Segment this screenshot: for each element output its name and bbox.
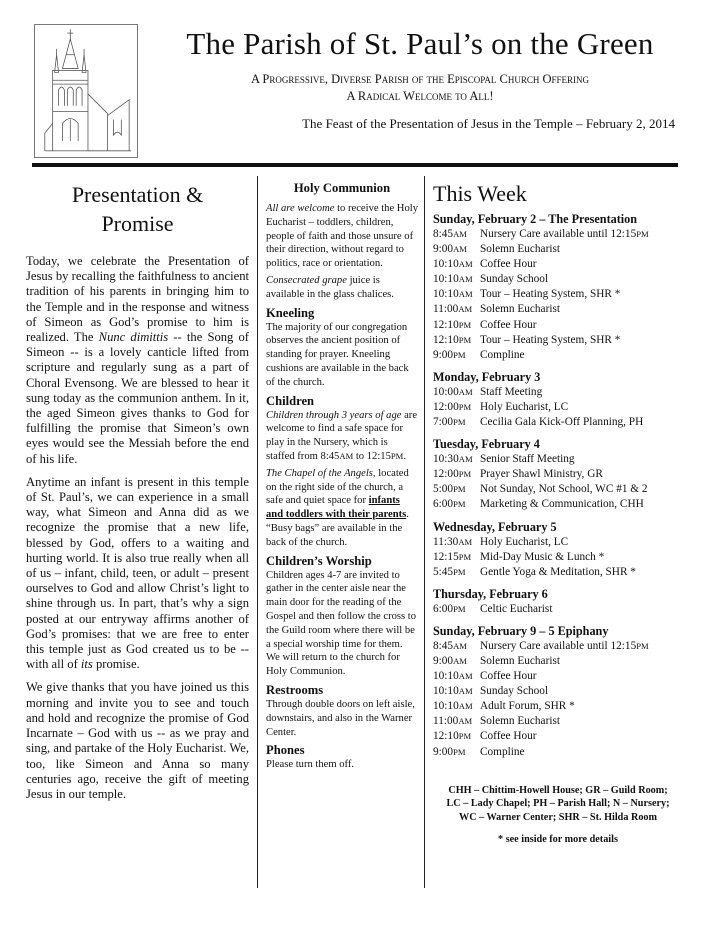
- this-week-schedule: [433, 180, 683, 848]
- church-steeple-icon: [34, 24, 138, 158]
- article-paragraph-3: We give thanks that you have joined us this morning and invite you to see and touch and hold and recognize the promise of God Incarnate – God with us -- as we pray and sing, and partake of the Holy Eucharist. We, too, like Simeon and Anna so many centuries ago, receive the gift of meeting Jesus in our temple.: [26, 680, 249, 801]
- communion-heading: Holy Communion: [293, 181, 391, 195]
- event-time: 12:10PM: [433, 318, 472, 331]
- schedule-event: [433, 272, 683, 287]
- event-description: Prayer Shawl Ministry, GR: [480, 468, 603, 481]
- restrooms-heading: Restrooms: [266, 682, 324, 697]
- event-time: 7:00PM: [433, 416, 466, 429]
- communion-text-2: Consecrated grape juice is available in the glass chalices.: [266, 274, 394, 300]
- event-description: Coffee Hour: [480, 670, 537, 683]
- event-time: 11:30AM: [433, 535, 473, 548]
- event-description: Nursery Care available until 12:15PM: [480, 228, 649, 240]
- event-description: Mid-Day Music & Lunch *: [480, 550, 605, 563]
- article-paragraph-2: Anytime an infant is present in this temple of St. Paul’s, we can experience in a small way, what Simeon and Anna did as we recognize the promise that a new life, blessed by God, offers to a waiting and hurting world. It is also true really when all of us – infant, child, teen, or adult – present ourselves to God and allow Christ’s light to shine through us. In part, that’s why a sign posted at our entryway affirms another of God’s promises: that we are free to enter this temple just as God created us to be -- with all of its promise.: [26, 474, 249, 672]
- communion-text-1: All are welcome to receive the Holy Eucharist – toddlers, children, people of faith and those unsure of their direction, without regard to politics, race or orientation.: [266, 203, 418, 270]
- event-time: 9:00PM: [433, 348, 466, 361]
- childrens-worship-heading: Children’s Worship: [266, 553, 372, 568]
- event-description: Tour – Heating System, SHR *: [480, 333, 621, 346]
- legend-line-3: WC – Warner Center; SHR – St. Hilda Room: [459, 811, 657, 823]
- schedule-event: [433, 684, 683, 699]
- event-description: Cecilia Gala Kick-Off Planning, PH: [480, 416, 644, 429]
- event-description: Senior Staff Meeting: [480, 453, 575, 466]
- schedule-event: [433, 550, 683, 565]
- schedule-days: [433, 212, 683, 760]
- schedule-event: [433, 400, 683, 415]
- schedule-event: [433, 333, 683, 348]
- event-description: Coffee Hour: [480, 318, 537, 331]
- phones-text: Please turn them off.: [266, 759, 355, 771]
- presentation-article: [26, 180, 249, 810]
- schedule-event: [433, 639, 683, 654]
- event-time: 12:00PM: [433, 400, 472, 413]
- event-time: 8:45AM: [433, 639, 467, 652]
- column-divider-left: [257, 176, 258, 888]
- restrooms-text: Through double doors on left aisle, downstairs, and also in the Warner Center.: [266, 698, 415, 738]
- event-time: 5:00PM: [433, 483, 466, 496]
- event-time: 10:10AM: [433, 700, 473, 713]
- schedule-event: [433, 602, 683, 617]
- column-divider-right: [424, 176, 425, 888]
- event-description: Solemn Eucharist: [480, 654, 561, 667]
- schedule-day-heading: Wednesday, February 5: [433, 519, 557, 534]
- schedule-day-heading: Thursday, February 6: [433, 586, 548, 601]
- article-paragraph-1: Today, we celebrate the Presentation of Jesus by recalling the faithfulness to ancient tradition of his parents in bringing him to the Temple and in the response and witness of Simeon as God’s promise to him is realized. The Nunc dimittis -- the Song of Simeon -- is a lovely canticle lifted from scripture and regularly sung as a part of Choral Evensong. We are blessed to hear it sung today as the communion anthem. In it, the aged Simeon gives thanks to God for fulfilling the promise that Simeon’s own eyes would see the Messiah before the end of his life.: [26, 254, 249, 466]
- schedule-event: [433, 287, 683, 302]
- tagline-line-2: A Radical Welcome to All!: [346, 89, 494, 103]
- event-time: 10:10AM: [433, 670, 473, 683]
- event-time: 9:00AM: [433, 654, 467, 667]
- schedule-event: [433, 565, 683, 580]
- schedule-event: [433, 669, 683, 684]
- event-time: 8:45AM: [433, 228, 467, 240]
- schedule-event: [433, 227, 683, 242]
- article-heading-line-1: Presentation &: [71, 182, 204, 207]
- schedule-event: [433, 654, 683, 669]
- event-time: 11:00AM: [433, 715, 473, 728]
- schedule-event: [433, 452, 683, 467]
- schedule-event: [433, 242, 683, 257]
- event-description: Solemn Eucharist: [480, 715, 561, 728]
- event-time: 10:10AM: [433, 258, 473, 271]
- details-note: * see inside for more details: [498, 834, 618, 846]
- schedule-event: [433, 699, 683, 714]
- article-heading: [26, 180, 249, 238]
- feast-line: The Feast of the Presentation of Jesus in the Temple – February 2, 2014: [302, 116, 675, 131]
- legend-line-2: LC – Lady Chapel; PH – Parish Hall; N – Nursery;: [446, 798, 670, 810]
- event-time: 10:10AM: [433, 273, 473, 286]
- event-description: Tour – Heating System, SHR *: [480, 288, 621, 301]
- children-text-2: The Chapel of the Angels, located on the right side of the church, a safe and quiet space for infants and toddlers with their parents. “Busy bags” are available in the back of the church.: [266, 467, 409, 548]
- kneeling-heading: Kneeling: [266, 305, 315, 320]
- event-description: Holy Eucharist, LC: [480, 535, 569, 548]
- event-description: Solemn Eucharist: [480, 243, 561, 256]
- event-time: 6:00PM: [433, 602, 466, 615]
- header-divider: [32, 163, 678, 167]
- schedule-event: [433, 745, 683, 760]
- page-title: The Parish of St. Paul’s on the Green: [186, 26, 654, 61]
- schedule-day-heading: Monday, February 3: [433, 369, 541, 384]
- event-time: 10:10AM: [433, 685, 473, 698]
- event-time: 10:00AM: [433, 385, 473, 398]
- schedule-day-heading: Sunday, February 2 – The Presentation: [433, 212, 638, 226]
- event-description: Adult Forum, SHR *: [480, 700, 575, 713]
- event-description: Celtic Eucharist: [480, 602, 553, 615]
- children-heading: Children: [266, 393, 315, 408]
- event-time: 10:30AM: [433, 453, 473, 466]
- schedule-event: [433, 535, 683, 550]
- schedule-event: [433, 385, 683, 400]
- event-description: Nursery Care available until 12:15PM: [480, 639, 649, 652]
- childrens-worship-text: Children ages 4-7 are invited to gather in the center aisle near the main door for the reading of the Gospel and then follow the cross to the Guild room where there will be a special worship time for them. We will return to the church for Holy Communion.: [266, 569, 417, 678]
- worship-info: [266, 180, 418, 775]
- event-description: Not Sunday, Not School, WC #1 & 2: [480, 483, 648, 496]
- schedule-event: [433, 729, 683, 744]
- event-time: 12:10PM: [433, 333, 472, 346]
- event-time: 12:10PM: [433, 730, 472, 743]
- event-time: 12:15PM: [433, 550, 472, 563]
- event-description: Coffee Hour: [480, 730, 537, 743]
- event-time: 5:45PM: [433, 565, 466, 578]
- schedule-event: [433, 302, 683, 317]
- event-time: 9:00PM: [433, 745, 466, 758]
- article-heading-line-2: Promise: [101, 211, 174, 236]
- parish-tagline: [150, 71, 690, 105]
- event-description: Solemn Eucharist: [480, 303, 561, 316]
- event-description: Sunday School: [480, 273, 549, 286]
- event-description: Compline: [480, 745, 525, 758]
- event-time: 12:00PM: [433, 468, 472, 481]
- schedule-event: [433, 467, 683, 482]
- schedule-day-heading: Tuesday, February 4: [433, 437, 540, 452]
- schedule-day-heading: Sunday, February 9 – 5 Epiphany: [433, 623, 609, 638]
- event-time: 11:00AM: [433, 303, 473, 316]
- event-description: Sunday School: [480, 685, 549, 698]
- schedule-event: [433, 348, 683, 363]
- event-description: Staff Meeting: [480, 385, 543, 398]
- event-description: Holy Eucharist, LC: [480, 400, 569, 413]
- event-description: Gentle Yoga & Meditation, SHR *: [480, 565, 636, 578]
- schedule-event: [433, 482, 683, 497]
- event-time: 6:00PM: [433, 498, 466, 511]
- location-legend: [433, 784, 683, 825]
- phones-heading: Phones: [266, 743, 305, 758]
- event-time: 9:00AM: [433, 243, 467, 256]
- legend-line-1: CHH – Chittim-Howell House; GR – Guild Room;: [448, 784, 668, 796]
- event-description: Compline: [480, 348, 525, 361]
- tagline-line-1: A Progressive, Diverse Parish of the Episcopal Church Offering: [250, 72, 590, 86]
- children-text-1: Children through 3 years of age are welcome to find a safe space for play in the Nursery, which is staffed from 8:45AM to 12:15PM.: [266, 409, 418, 462]
- kneeling-text: The majority of our congregation observes the ancient position of standing for prayer. Kneeling cushions are available in the back of the church.: [266, 321, 409, 388]
- schedule-event: [433, 257, 683, 272]
- schedule-event: [433, 497, 683, 512]
- schedule-heading: This Week: [433, 181, 527, 206]
- event-description: Marketing & Communication, CHH: [480, 498, 644, 511]
- schedule-event: [433, 714, 683, 729]
- event-description: Coffee Hour: [480, 258, 537, 271]
- event-time: 10:10AM: [433, 288, 473, 301]
- schedule-event: [433, 415, 683, 430]
- schedule-event: [433, 318, 683, 333]
